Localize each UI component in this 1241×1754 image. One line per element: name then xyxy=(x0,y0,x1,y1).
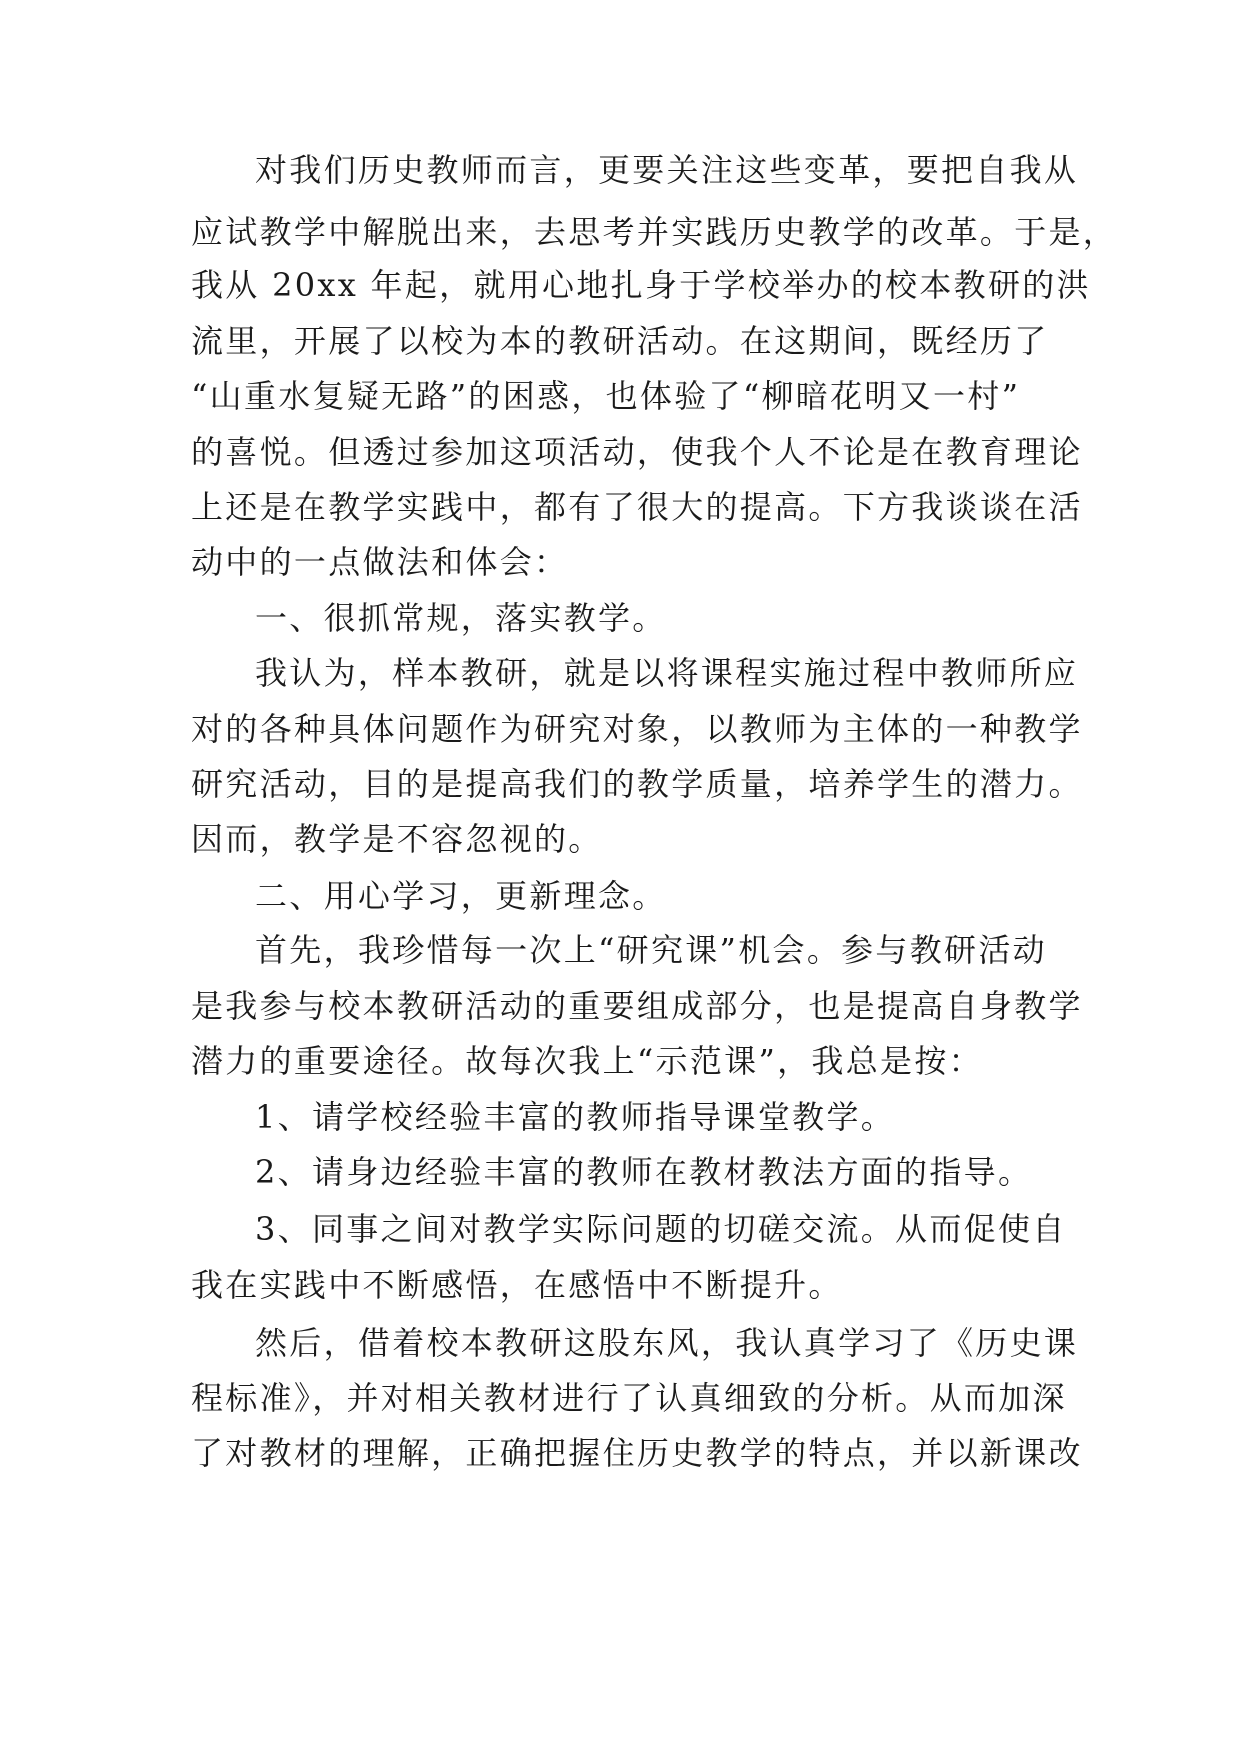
text-line: 因而，教学是不容忽视的。 xyxy=(191,820,603,858)
text-line: 首先，我珍惜每一次上“研究课”机会。参与教研活动 xyxy=(255,931,1047,969)
text-line: “山重水复疑无路”的困惑，也体验了“柳暗花明又一村” xyxy=(191,377,1021,415)
text-line: 的喜悦。但透过参加这项活动，使我个人不论是在教育理论 xyxy=(191,433,1083,471)
list-item: 2、请身边经验丰富的教师在教材教法方面的指导。 xyxy=(255,1153,1033,1191)
text-line: 对的各种具体问题作为研究对象，以教师为主体的一种教学 xyxy=(191,710,1083,748)
text-line: 我从 20xx 年起，就用心地扎身于学校举办的校本教研的洪 xyxy=(191,266,1091,304)
list-item: 1、请学校经验丰富的教师指导课堂教学。 xyxy=(255,1098,896,1136)
text-line: 我在实践中不断感悟，在感悟中不断提升。 xyxy=(191,1266,843,1304)
text-line: 程标准》，并对相关教材进行了认真细致的分析。从而加深 xyxy=(191,1379,1067,1417)
list-item: 3、同事之间对教学实际问题的切磋交流。从而促使自 xyxy=(255,1210,1067,1248)
text-line: 对我们历史教师而言，更要关注这些变革，要把自我从 xyxy=(255,151,1079,189)
text-line: 是我参与校本教研活动的重要组成部分，也是提高自身教学 xyxy=(191,987,1083,1025)
section-heading: 二、用心学习，更新理念。 xyxy=(255,877,667,915)
text-line: 流里，开展了以校为本的教研活动。在这期间，既经历了 xyxy=(191,322,1049,360)
text-line: 应试教学中解脱出来，去思考并实践历史教学的改革。于是， xyxy=(191,213,1118,251)
section-heading: 一、很抓常规，落实教学。 xyxy=(255,599,667,637)
text-line: 了对教材的理解，正确把握住历史教学的特点，并以新课改 xyxy=(191,1434,1083,1472)
text-line: 研究活动，目的是提高我们的教学质量，培养学生的潜力。 xyxy=(191,765,1083,803)
text-line: 然后，借着校本教研这股东风，我认真学习了《历史课 xyxy=(255,1324,1079,1362)
text-line: 动中的一点做法和体会： xyxy=(191,543,569,581)
text-line: 上还是在教学实践中，都有了很大的提高。下方我谈谈在活 xyxy=(191,488,1083,526)
text-line: 潜力的重要途径。故每次我上“示范课”，我总是按： xyxy=(191,1042,983,1080)
text-line: 我认为，样本教研，就是以将课程实施过程中教师所应 xyxy=(255,654,1079,692)
